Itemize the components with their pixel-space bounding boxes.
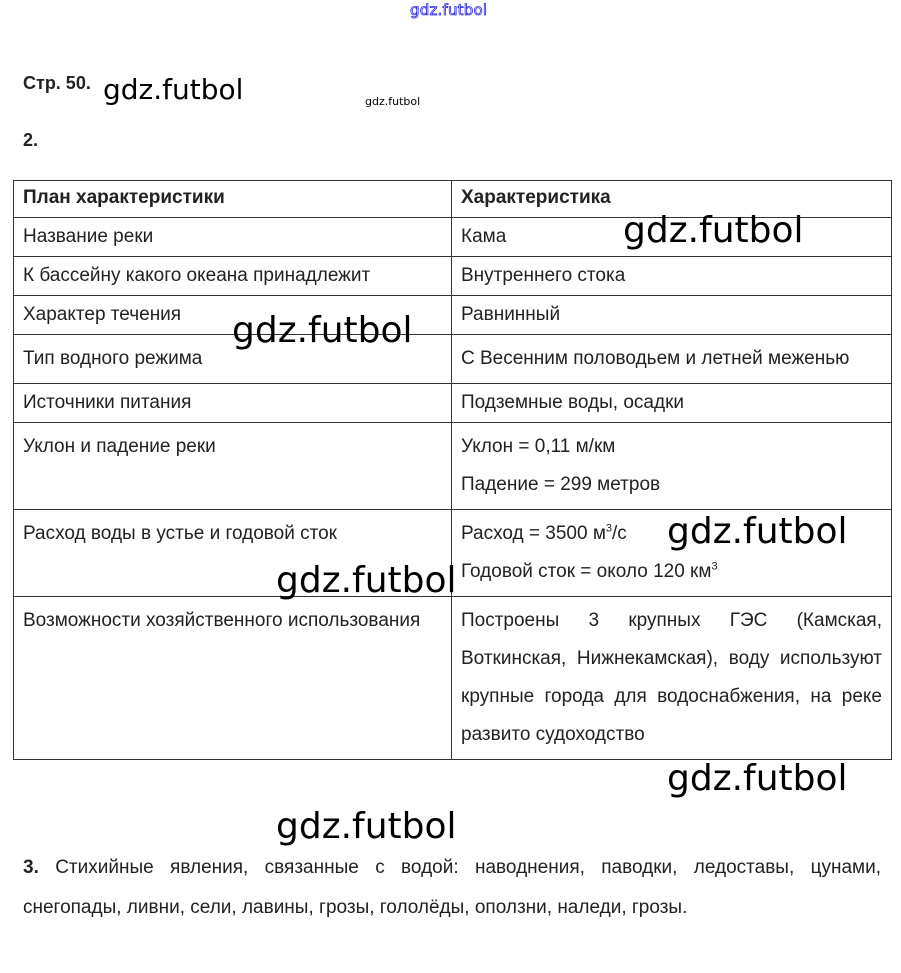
row-plan: Тип водного режима (14, 335, 452, 384)
watermark: gdz.futbol (667, 511, 848, 552)
task-3-number: 3. (23, 857, 39, 878)
row-value: Подземные воды, осадки (452, 384, 892, 423)
watermark: gdz.futbol (276, 806, 457, 847)
table-row (14, 257, 892, 296)
flow-text: Расход = 3500 м (461, 523, 606, 544)
task-2-number: 2. (23, 130, 39, 150)
watermark-top[interactable]: gdz.futbol (410, 1, 488, 19)
page-label: Стр. 50. (23, 73, 91, 93)
watermark: gdz.futbol (365, 95, 421, 108)
table-row (14, 296, 892, 335)
watermark: gdz.futbol (103, 73, 244, 106)
row-value: Равнинный (452, 296, 892, 335)
row-value: Кама (452, 218, 892, 257)
table-row (14, 423, 892, 510)
row-value: Построены 3 крупных ГЭС (Камская, Воткинская, Нижнекамская), воду используют крупные города для водоснабжения, на реке развито судоходство (452, 597, 892, 760)
task-3-text: Стихийные явления, связанные с водой: наводнения, паводки, ледоставы, цунами, снегопады, ливни, сели, лавины, грозы, гололёды, оползни, наледи, грозы. (23, 857, 881, 918)
row-plan: Характер течения (14, 296, 452, 335)
watermark: gdz.futbol (276, 560, 457, 601)
river-characteristics-table (13, 180, 892, 760)
header-plan: План характеристики (14, 181, 452, 218)
row-plan: К бассейну какого океана принадлежит (14, 257, 452, 296)
flow-unit: /с (612, 523, 627, 544)
runoff-sup: 3 (711, 560, 718, 573)
table-row (14, 335, 892, 384)
row-value (452, 423, 892, 510)
row-value: Внутреннего стока (452, 257, 892, 296)
row-plan: Уклон и падение реки (14, 423, 452, 510)
runoff-line (461, 553, 882, 591)
row-plan: Название реки (14, 218, 452, 257)
task-3-paragraph (23, 848, 881, 928)
row-plan: Расход воды в устье и годовой сток (14, 510, 452, 597)
watermark: gdz.futbol (667, 758, 848, 799)
fall-line: Падение = 299 метров (461, 474, 661, 495)
row-value: С Весенним половодьем и летней меженью (452, 335, 892, 384)
watermark: gdz.futbol (232, 310, 413, 351)
row-plan: Возможности хозяйственного использования (14, 597, 452, 760)
runoff-text: Годовой сток = около 120 км (461, 561, 712, 582)
watermark: gdz.futbol (623, 210, 804, 251)
flow-sup: 3 (605, 522, 613, 535)
slope-line: Уклон = 0,11 м/км (461, 436, 616, 457)
table-row (14, 597, 892, 760)
table-row (14, 384, 892, 423)
row-plan: Источники питания (14, 384, 452, 423)
header-characteristic: Характеристика (452, 181, 892, 218)
